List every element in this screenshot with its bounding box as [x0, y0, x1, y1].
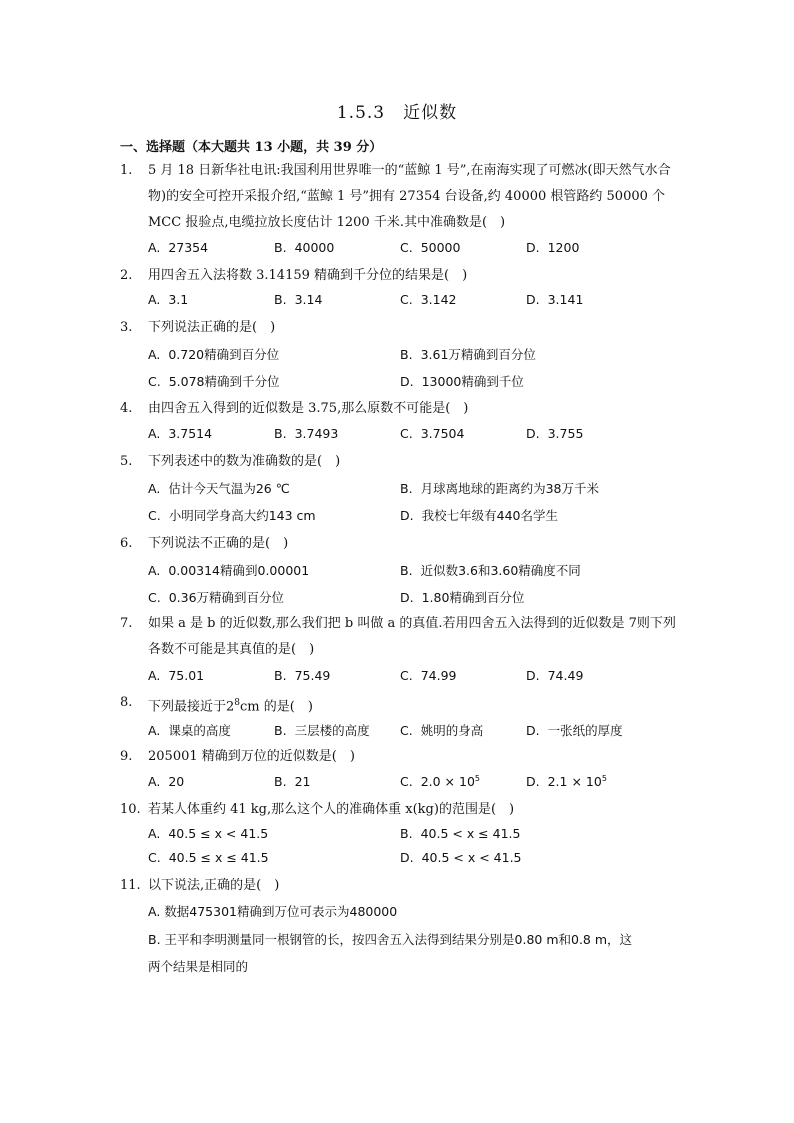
option-d[interactable]: D. 74.49	[526, 668, 584, 683]
option-d[interactable]: D. 40.5 < x < 41.5	[400, 850, 522, 865]
question-2	[120, 263, 680, 289]
options-8	[148, 721, 668, 745]
option-c[interactable]: C. 40.5 ≤ x ≤ 41.5	[148, 850, 269, 865]
option-b[interactable]: B. 40.5 < x ≤ 41.5	[400, 826, 521, 841]
option-d[interactable]: D. 3.141	[526, 292, 584, 307]
option-c[interactable]: C. 3.7504	[400, 426, 465, 441]
options-5-row1	[148, 479, 668, 503]
option-d[interactable]: D. 1.80精确到百分位	[400, 590, 525, 605]
options-6-row1	[148, 561, 668, 585]
question-1	[120, 158, 680, 236]
question-number: 11.	[120, 878, 141, 893]
question-stem: 下列说法正确的是( )	[148, 320, 276, 335]
question-stem: 下列最接近于$2^8cm$ 的是( )	[148, 698, 313, 715]
question-number: 2.	[120, 268, 133, 283]
option-c[interactable]: C. 50000	[400, 240, 461, 255]
option-b-continued: 两个结果是相同的	[148, 959, 249, 974]
question-number: 10.	[120, 802, 141, 817]
option-a[interactable]: A. 75.01	[148, 668, 205, 683]
question-5	[120, 449, 680, 475]
options-2	[148, 292, 668, 316]
question-stem: 下列说法不正确的是( )	[148, 536, 289, 551]
option-b[interactable]: B. 3.61万精确到百分位	[400, 347, 536, 362]
option-a[interactable]: A. 估计今天气温为26 ℃	[148, 481, 290, 496]
options-3-row1	[148, 345, 668, 369]
question-4	[120, 396, 680, 422]
option-b[interactable]: B. 21	[274, 774, 311, 789]
question-stem: 5 月 18 日新华社电讯:我国利用世界唯一的“蓝鲸 1 号”,在南海实现了可燃冰(即天然气水合物)的安全可控开采报介绍,“蓝鲸 1 号”拥有 27354 台设备,约 40000 根管路约 50000 个 MCC 报验点,电缆拉放长度估计 1200 千米.其中准确数是( )	[148, 163, 671, 230]
option-d[interactable]: D. $2.1 \times 10^5$	[526, 774, 607, 790]
question-number: 9.	[120, 749, 133, 764]
question-number: 6.	[120, 536, 133, 551]
option-d[interactable]: D. 我校七年级有440名学生	[400, 508, 558, 523]
options-3-row2	[148, 372, 668, 396]
question-6	[120, 531, 680, 557]
options-4	[148, 426, 668, 450]
question-10	[120, 797, 680, 823]
question-stem: 由四舍五入得到的近似数是 3.75,那么原数不可能是( )	[148, 401, 469, 416]
option-a[interactable]: A. 27354	[148, 240, 209, 255]
option-a[interactable]: A. 0.720精确到百分位	[148, 347, 280, 362]
question-number: 7.	[120, 616, 133, 631]
option-a[interactable]: A. 数据475301精确到万位可表示为480000	[148, 904, 398, 919]
question-number: 5.	[120, 454, 133, 469]
options-6-row2	[148, 588, 668, 612]
option-d[interactable]: D. 1200	[526, 240, 580, 255]
option-a[interactable]: A. 课桌的高度	[148, 723, 231, 738]
option-d[interactable]: D. 一张纸的厚度	[526, 723, 623, 738]
question-8	[120, 690, 680, 720]
section-heading: 一、选择题（本大题共 13 小题，共 39 分）	[120, 140, 383, 155]
option-c[interactable]: C. 小明同学身高大约143 cm	[148, 508, 316, 523]
question-number: 1.	[120, 163, 133, 178]
option-b[interactable]: B. 3.7493	[274, 426, 339, 441]
question-stem: 205001 精确到万位的近似数是( )	[148, 749, 355, 764]
option-b[interactable]: B. 王平和李明测量同一根钢管的长，按四舍五入法得到结果分别是0.80 m和0.8 m，这	[148, 932, 633, 947]
question-number: 8.	[120, 695, 133, 710]
question-7	[120, 611, 680, 663]
option-a[interactable]: A. 40.5 ≤ x < 41.5	[148, 826, 269, 841]
options-10-row1	[148, 826, 668, 850]
option-a[interactable]: A. 0.00314精确到0.00001	[148, 563, 310, 578]
question-stem: 下列表述中的数为准确数的是( )	[148, 454, 341, 469]
options-5-row2	[148, 506, 668, 530]
option-b[interactable]: B. 三层楼的高度	[274, 723, 370, 738]
question-11	[120, 873, 680, 899]
option-c[interactable]: C. 姚明的身高	[400, 723, 484, 738]
question-9	[120, 744, 680, 770]
option-c[interactable]: C. 3.142	[400, 292, 457, 307]
question-number: 3.	[120, 320, 133, 335]
option-c[interactable]: C. 5.078精确到千分位	[148, 374, 280, 389]
option-c[interactable]: C. $2.0 \times 10^5$	[400, 774, 481, 790]
option-d[interactable]: D. 13000精确到千位	[400, 374, 524, 389]
option-c[interactable]: C. 0.36万精确到百分位	[148, 590, 285, 605]
option-a[interactable]: A. 3.1	[148, 292, 189, 307]
question-stem: 若某人体重约 41 kg,那么这个人的准确体重 x(kg)的范围是( )	[148, 802, 515, 817]
question-number: 4.	[120, 401, 133, 416]
question-stem: 以下说法,正确的是( )	[148, 878, 280, 893]
options-7	[148, 668, 668, 692]
option-b[interactable]: B. 月球离地球的距离约为38万千米	[400, 481, 599, 496]
option-b[interactable]: B. 75.49	[274, 668, 331, 683]
option-d[interactable]: D. 3.755	[526, 426, 584, 441]
option-a[interactable]: A. 20	[148, 774, 185, 789]
question-stem: 如果 a 是 b 的近似数,那么我们把 b 叫做 a 的真值.若用四舍五入法得到的近似数是 7则下列各数不可能是其真值的是( )	[148, 616, 676, 657]
option-b[interactable]: B. 3.14	[274, 292, 323, 307]
option-a[interactable]: A. 3.7514	[148, 426, 213, 441]
option-b[interactable]: B. 40000	[274, 240, 335, 255]
question-stem: 用四舍五入法将数 3.14159 精确到千分位的结果是( )	[148, 268, 468, 283]
options-9	[148, 774, 668, 798]
page-title: 1.5.3 近似数	[336, 103, 458, 123]
question-3	[120, 315, 680, 341]
option-c[interactable]: C. 74.99	[400, 668, 457, 683]
option-b[interactable]: B. 近似数3.6和3.60精确度不同	[400, 563, 581, 578]
options-1	[148, 240, 668, 264]
options-10-row2	[148, 850, 668, 874]
